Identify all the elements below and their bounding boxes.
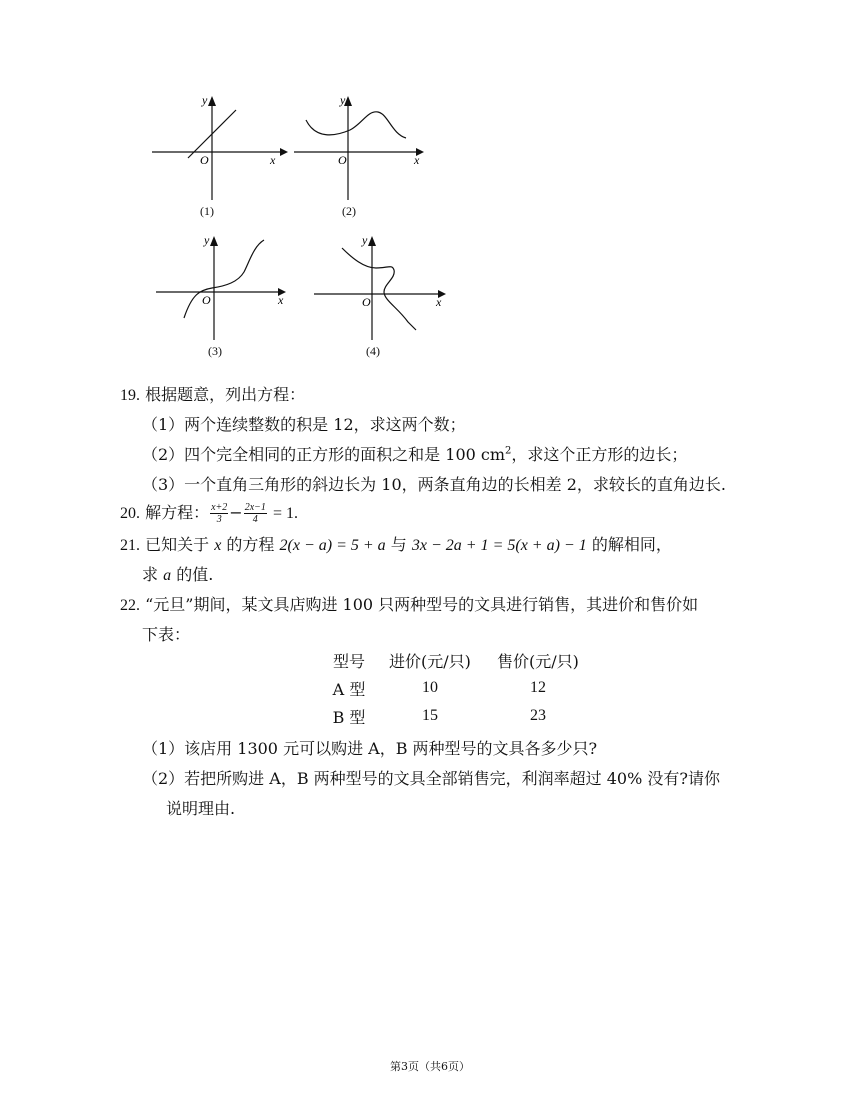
- q20-tail: = 1.: [272, 505, 299, 522]
- x-letter: x: [270, 153, 276, 167]
- variable-x: x: [214, 537, 222, 554]
- question-number: 21.: [120, 537, 140, 554]
- question-number: 19.: [120, 387, 140, 404]
- q21-text-a: 已知关于: [145, 535, 210, 554]
- q22-part-1: （1）该店用 1300 元可以购进 A，B 两种型号的文具各多少只?: [142, 739, 598, 758]
- q22-part-2-line-1: （2）若把所购进 A，B 两种型号的文具全部销售完，利润率超过 40% 没有?请你: [142, 769, 720, 788]
- q19-stem: 根据题意，列出方程：: [145, 385, 306, 404]
- q19-part-1: （1）两个连续整数的积是 12，求这两个数；: [142, 415, 466, 434]
- graph-label: (2): [342, 204, 356, 218]
- price-table: [326, 646, 588, 730]
- fraction-1: [210, 502, 228, 525]
- table-cell: A 型: [332, 679, 366, 699]
- graph-1-svg: [148, 92, 288, 222]
- y-arrow: [368, 236, 376, 246]
- y-letter: y: [362, 233, 368, 247]
- superscript: 2: [505, 445, 512, 457]
- y-letter: y: [202, 93, 208, 107]
- origin-letter: O: [338, 153, 347, 167]
- q21-text-c: 与: [390, 535, 407, 554]
- origin-letter: O: [200, 153, 209, 167]
- q21-text-e: 求: [142, 565, 159, 584]
- curve: [342, 248, 416, 330]
- q22-line-2: 下表：: [142, 625, 191, 644]
- q19-part-3: （3）一个直角三角形的斜边长为 10，两条直角边的长相差 2，求较长的直角边长.: [142, 475, 726, 494]
- table-header-row: [326, 646, 588, 674]
- equation-1: 2(x − a) = 5 + a: [279, 537, 386, 554]
- table-cell: 15: [422, 707, 438, 724]
- q19-part-2-a: （2）四个完全相同的正方形的面积之和是 100 cm: [142, 445, 506, 464]
- q21-line-1: [120, 532, 672, 555]
- q22-text-1: “元旦”期间，某文具店购进 100 只两种型号的文具进行销售，其进价和售价如: [145, 595, 699, 614]
- table-header-cell: 售价(元/只): [497, 651, 579, 671]
- q21-text-d: 的解相同，: [591, 535, 672, 554]
- minus-sign: −: [229, 503, 243, 522]
- x-letter: x: [414, 153, 420, 167]
- graph-1: [148, 92, 288, 222]
- fraction-2-denominator: 4: [252, 514, 258, 525]
- y-letter: y: [340, 93, 346, 107]
- graph-4: [312, 232, 452, 362]
- table-header-cell: 进价(元/只): [389, 651, 471, 671]
- equation-2: 3x − 2a + 1 = 5(x + a) − 1: [411, 537, 587, 554]
- origin-letter: O: [362, 295, 371, 309]
- q20-stem: 解方程：: [145, 503, 210, 522]
- table-cell: 12: [530, 679, 546, 696]
- graph-3-svg: [154, 232, 294, 362]
- graph-label: (3): [208, 344, 222, 358]
- table-cell: B 型: [332, 707, 366, 727]
- graph-label: (1): [200, 204, 214, 218]
- q22-line-1: [120, 592, 698, 615]
- table-cell: 23: [530, 707, 546, 724]
- x-arrow: [280, 148, 288, 156]
- table-row: [326, 702, 588, 730]
- question-number: 20.: [120, 505, 140, 522]
- graph-3: [154, 232, 294, 362]
- graph-2: [292, 92, 432, 222]
- graph-2-svg: [292, 92, 432, 222]
- variable-a: a: [163, 567, 172, 584]
- y-arrow: [208, 96, 216, 106]
- q22-part-2-line-2: 说明理由.: [166, 799, 236, 818]
- q21-text-f: 的值.: [176, 565, 214, 584]
- fraction-2-numerator: 2x−1: [244, 502, 266, 513]
- q21-text-b: 的方程: [226, 535, 275, 554]
- q19-part-2-b: ，求这个正方形的边长；: [511, 445, 688, 464]
- q19-part-2: [142, 442, 687, 465]
- y-letter: y: [204, 233, 210, 247]
- question-20: [120, 500, 298, 525]
- table-cell: 10: [422, 679, 438, 696]
- q19-stem-line: [120, 382, 305, 405]
- x-letter: x: [436, 295, 442, 309]
- fraction-1-denominator: 3: [216, 514, 222, 525]
- curve: [306, 112, 406, 138]
- x-letter: x: [278, 293, 284, 307]
- graph-label: (4): [366, 344, 380, 358]
- y-arrow: [210, 236, 218, 246]
- page-footer: 第3页（共6页）: [390, 1060, 470, 1073]
- graph-4-svg: [312, 232, 452, 362]
- table-row: [326, 674, 588, 702]
- fraction-1-numerator: x+2: [211, 502, 228, 513]
- curve: [184, 240, 264, 318]
- fraction-2: [244, 502, 267, 525]
- origin-letter: O: [202, 293, 211, 307]
- question-number: 22.: [120, 597, 140, 614]
- q21-line-2: [142, 562, 213, 585]
- table-header-cell: 型号: [332, 651, 365, 671]
